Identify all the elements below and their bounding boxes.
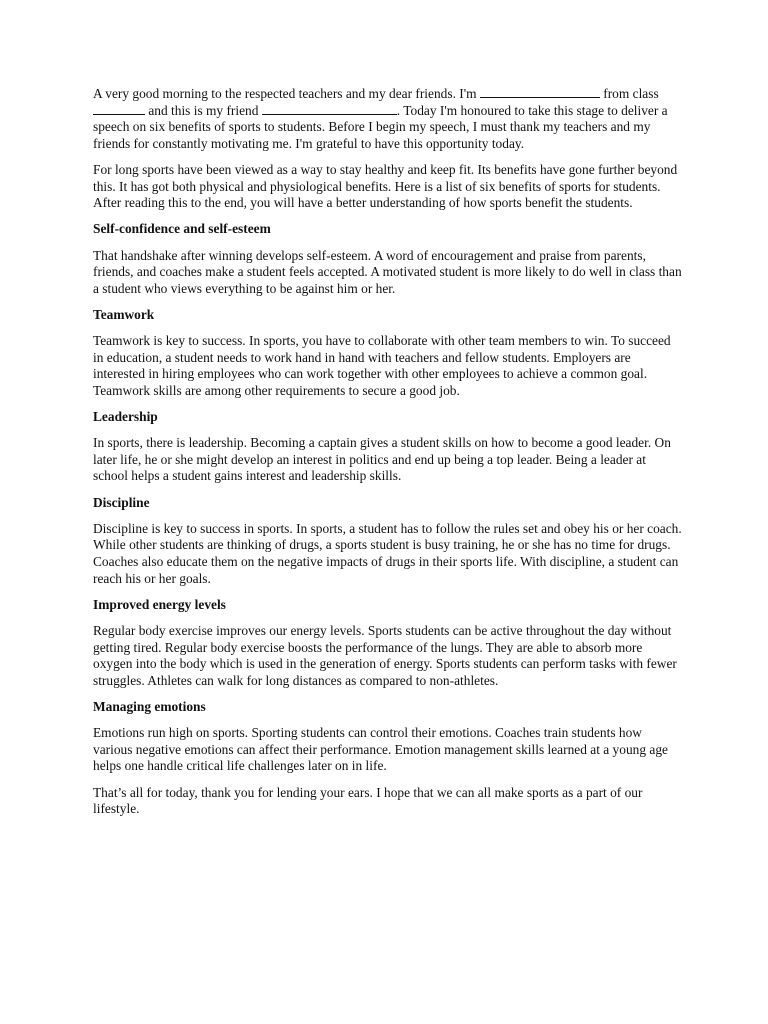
intro-from-text: from class — [599, 86, 659, 101]
benefits-overview-paragraph: For long sports have been viewed as a way to stay healthy and keep fit. Its benefits have gone further beyond this. It has got both physical and physiological benefits. Here is a list of six benefits of sports for students. After reading this to the end, you will have a better understanding of how sports benefit the students. — [93, 161, 678, 211]
section-heading-managing-emotions: Managing emotions — [93, 698, 206, 714]
section-heading-energy-levels: Improved energy levels — [93, 596, 226, 612]
class-blank — [93, 103, 145, 115]
closing-paragraph: That’s all for today, thank you for lending your ears. I hope that we can all make sports as a part of our lifestyle. — [93, 784, 643, 817]
section-body-leadership: In sports, there is leadership. Becoming a captain gives a student skills on how to become a good leader. On later life, he or she might develop an interest in politics and end up being a top leader. Being a leader at school helps a student gains interest and leadership skills. — [93, 435, 671, 484]
section-body-teamwork: Teamwork is key to success. In sports, you have to collaborate with other team members to win. To succeed in education, a student needs to work hand in hand with teachers and fellow students. Employers are interested in hiring employees who can work together with other employees to achieve a common goal. Teamwork skills are among other requirements to secure a good job. — [93, 333, 671, 398]
document-page — [93, 86, 683, 827]
intro-paragraph — [93, 86, 683, 152]
section-heading-discipline: Discipline — [93, 494, 150, 510]
section-body-energy-levels: Regular body exercise improves our energy levels. Sports students can be active throughout the day without getting tired. Regular body exercise boosts the performance of the lungs. They are able to absorb more oxygen into the body which is used in the generation of energy. Sports students can perform tasks with fewer struggles. Athletes can walk for long distances as compared to non-athletes. — [93, 622, 677, 688]
friend-name-blank — [262, 103, 397, 115]
name-blank — [480, 86, 600, 98]
section-heading-self-confidence: Self-confidence and self-esteem — [93, 221, 271, 237]
section-body-discipline: Discipline is key to success in sports. In sports, a student has to follow the rules set and obey his or her coach. While other students are thinking of drugs, a sports student is busy training, he or she has no time for drugs. Coaches also educate them on the negative impacts of drugs in their sports life. With discipline, a student can reach his or her goals. — [93, 520, 682, 586]
section-heading-teamwork: Teamwork — [93, 306, 155, 322]
section-heading-leadership: Leadership — [93, 409, 158, 425]
intro-lead-in: A very good morning to the respected teachers and my dear friends. I'm — [93, 86, 480, 101]
section-body-self-confidence: That handshake after winning develops self-esteem. A word of encouragement and praise from parents, friends, and coaches make a student feels accepted. A motivated student is more likely to do well in class than a student who views everything to be against him or her. — [93, 247, 682, 296]
intro-rest: . Today I'm honoured to take this stage to deliver a speech on six benefits of sports to students. Before I begin my speech, I must thank my teachers and my friends for constantly motivating me. I'm grateful to have this opportunity today. — [93, 102, 668, 151]
intro-friend-text: and this is my friend — [145, 102, 262, 118]
section-body-managing-emotions: Emotions run high on sports. Sporting students can control their emotions. Coaches train students how various negative emotions can affect their performance. Emotion management skills learned at a young age helps one handle critical life challenges later on in life. — [93, 725, 668, 774]
